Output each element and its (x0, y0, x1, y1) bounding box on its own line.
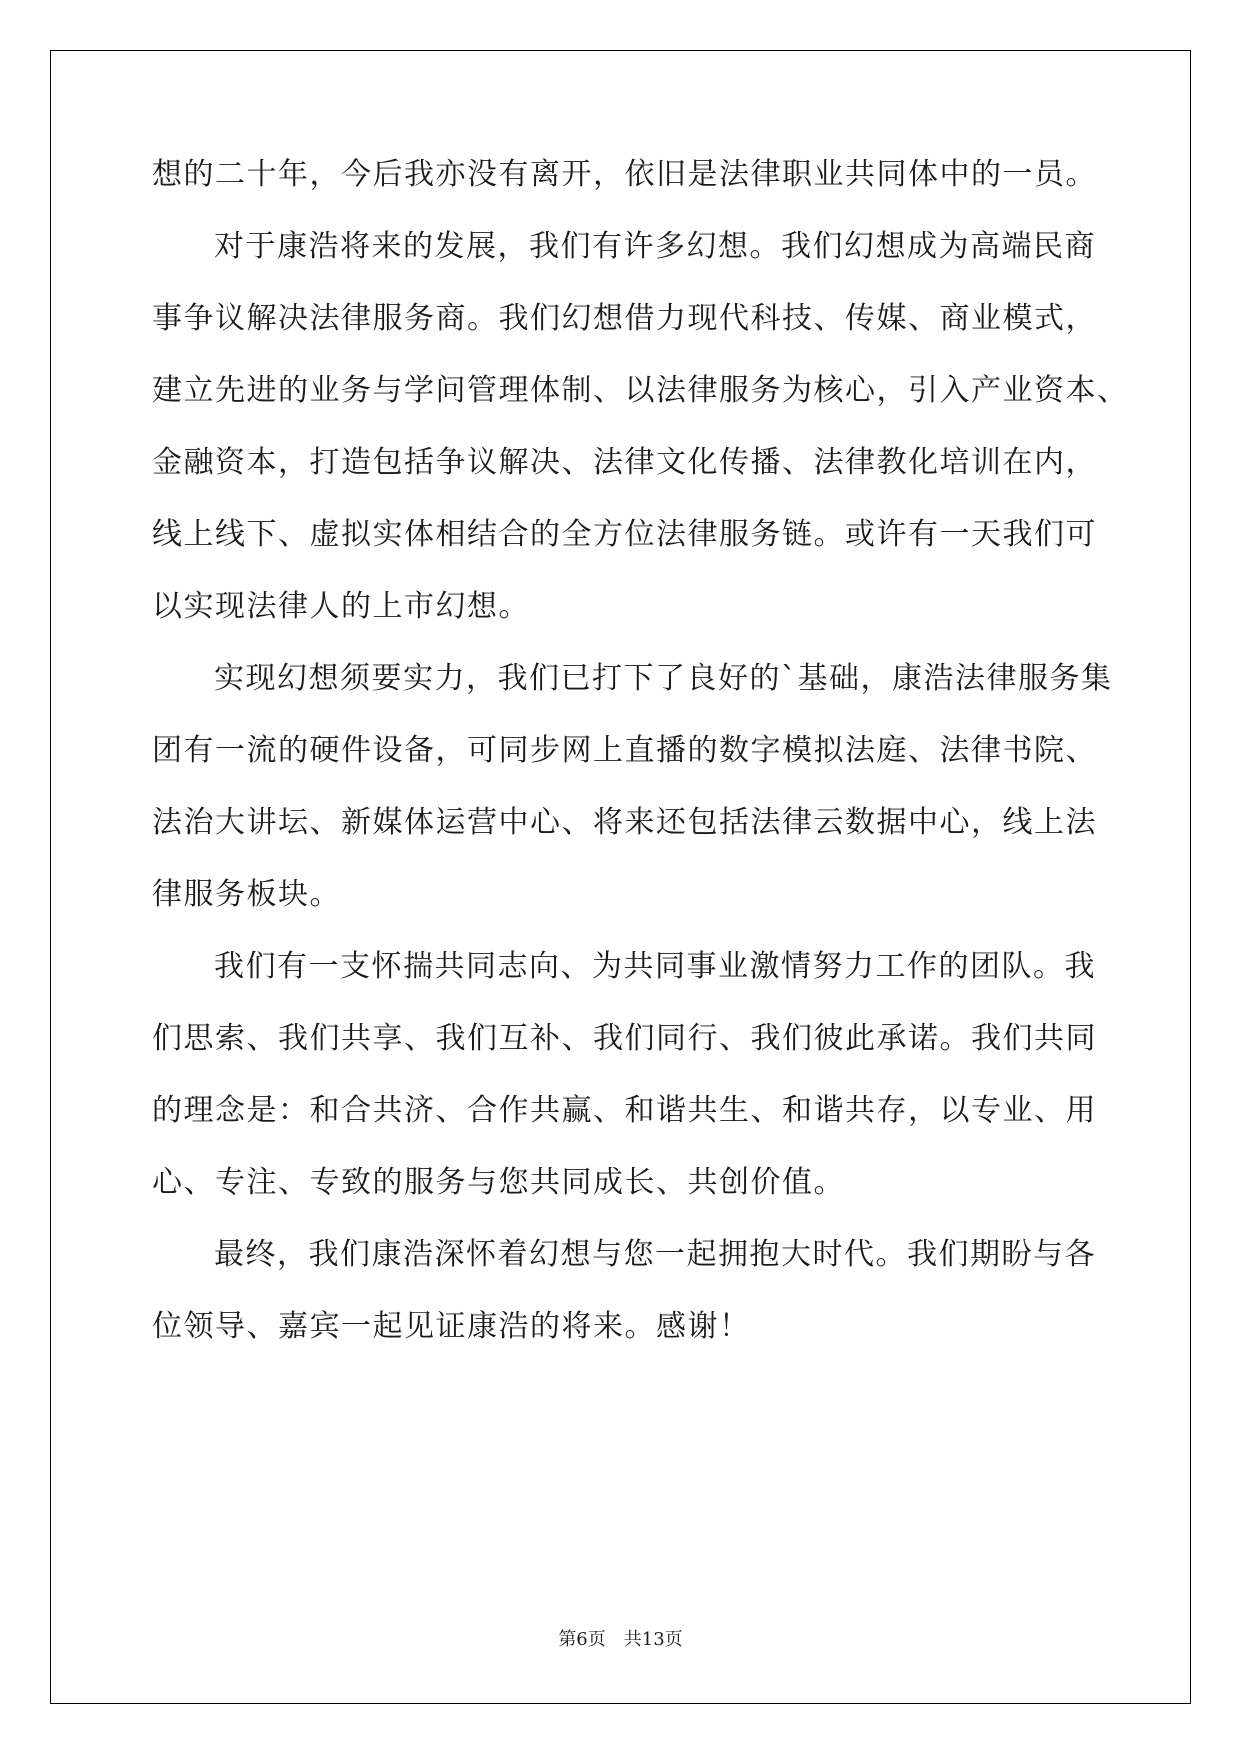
text-line: 的理念是：和合共济、合作共赢、和谐共生、和谐共存，以专业、用 (152, 1093, 1097, 1128)
text-line: 想的二十年，今后我亦没有离开，依旧是法律职业共同体中的一员。 (152, 157, 1097, 192)
text-line: 线上线下、虚拟实体相结合的全方位法律服务链。或许有一天我们可 (152, 517, 1097, 552)
text-line: 金融资本，打造包括争议解决、法律文化传播、法律教化培训在内， (152, 445, 1097, 480)
page-number: 第6页 (558, 1629, 606, 1650)
text-line: 团有一流的硬件设备，可同步网上直播的数字模拟法庭、法律书院、 (152, 733, 1097, 768)
text-line: 心、专注、专致的服务与您共同成长、共创价值。 (152, 1165, 845, 1200)
paragraph-start-line: 我们有一支怀揣共同志向、为共同事业激情努力工作的团队。我 (214, 949, 1096, 984)
paragraph-start-line: 对于康浩将来的发展，我们有许多幻想。我们幻想成为高端民商 (214, 229, 1096, 264)
text-line: 位领导、嘉宾一起见证康浩的将来。感谢！ (152, 1309, 751, 1344)
text-line: 以实现法律人的上市幻想。 (152, 589, 530, 624)
text-line: 律服务板块。 (152, 877, 341, 912)
paragraph-start-line: 实现幻想须要实力，我们已打下了良好的`基础，康浩法律服务集 (214, 661, 1113, 696)
text-line: 法治大讲坛、新媒体运营中心、将来还包括法律云数据中心，线上法 (152, 805, 1097, 840)
text-line: 建立先进的业务与学问管理体制、以法律服务为核心，引入产业资本、 (152, 373, 1129, 408)
paragraph-start-line: 最终，我们康浩深怀着幻想与您一起拥抱大时代。我们期盼与各 (214, 1237, 1096, 1272)
text-line: 们思索、我们共享、我们互补、我们同行、我们彼此承诺。我们共同 (152, 1021, 1097, 1056)
text-line: 事争议解决法律服务商。我们幻想借力现代科技、传媒、商业模式， (152, 301, 1097, 336)
page-total: 共13页 (623, 1629, 683, 1650)
page-footer (0, 1625, 1241, 1651)
